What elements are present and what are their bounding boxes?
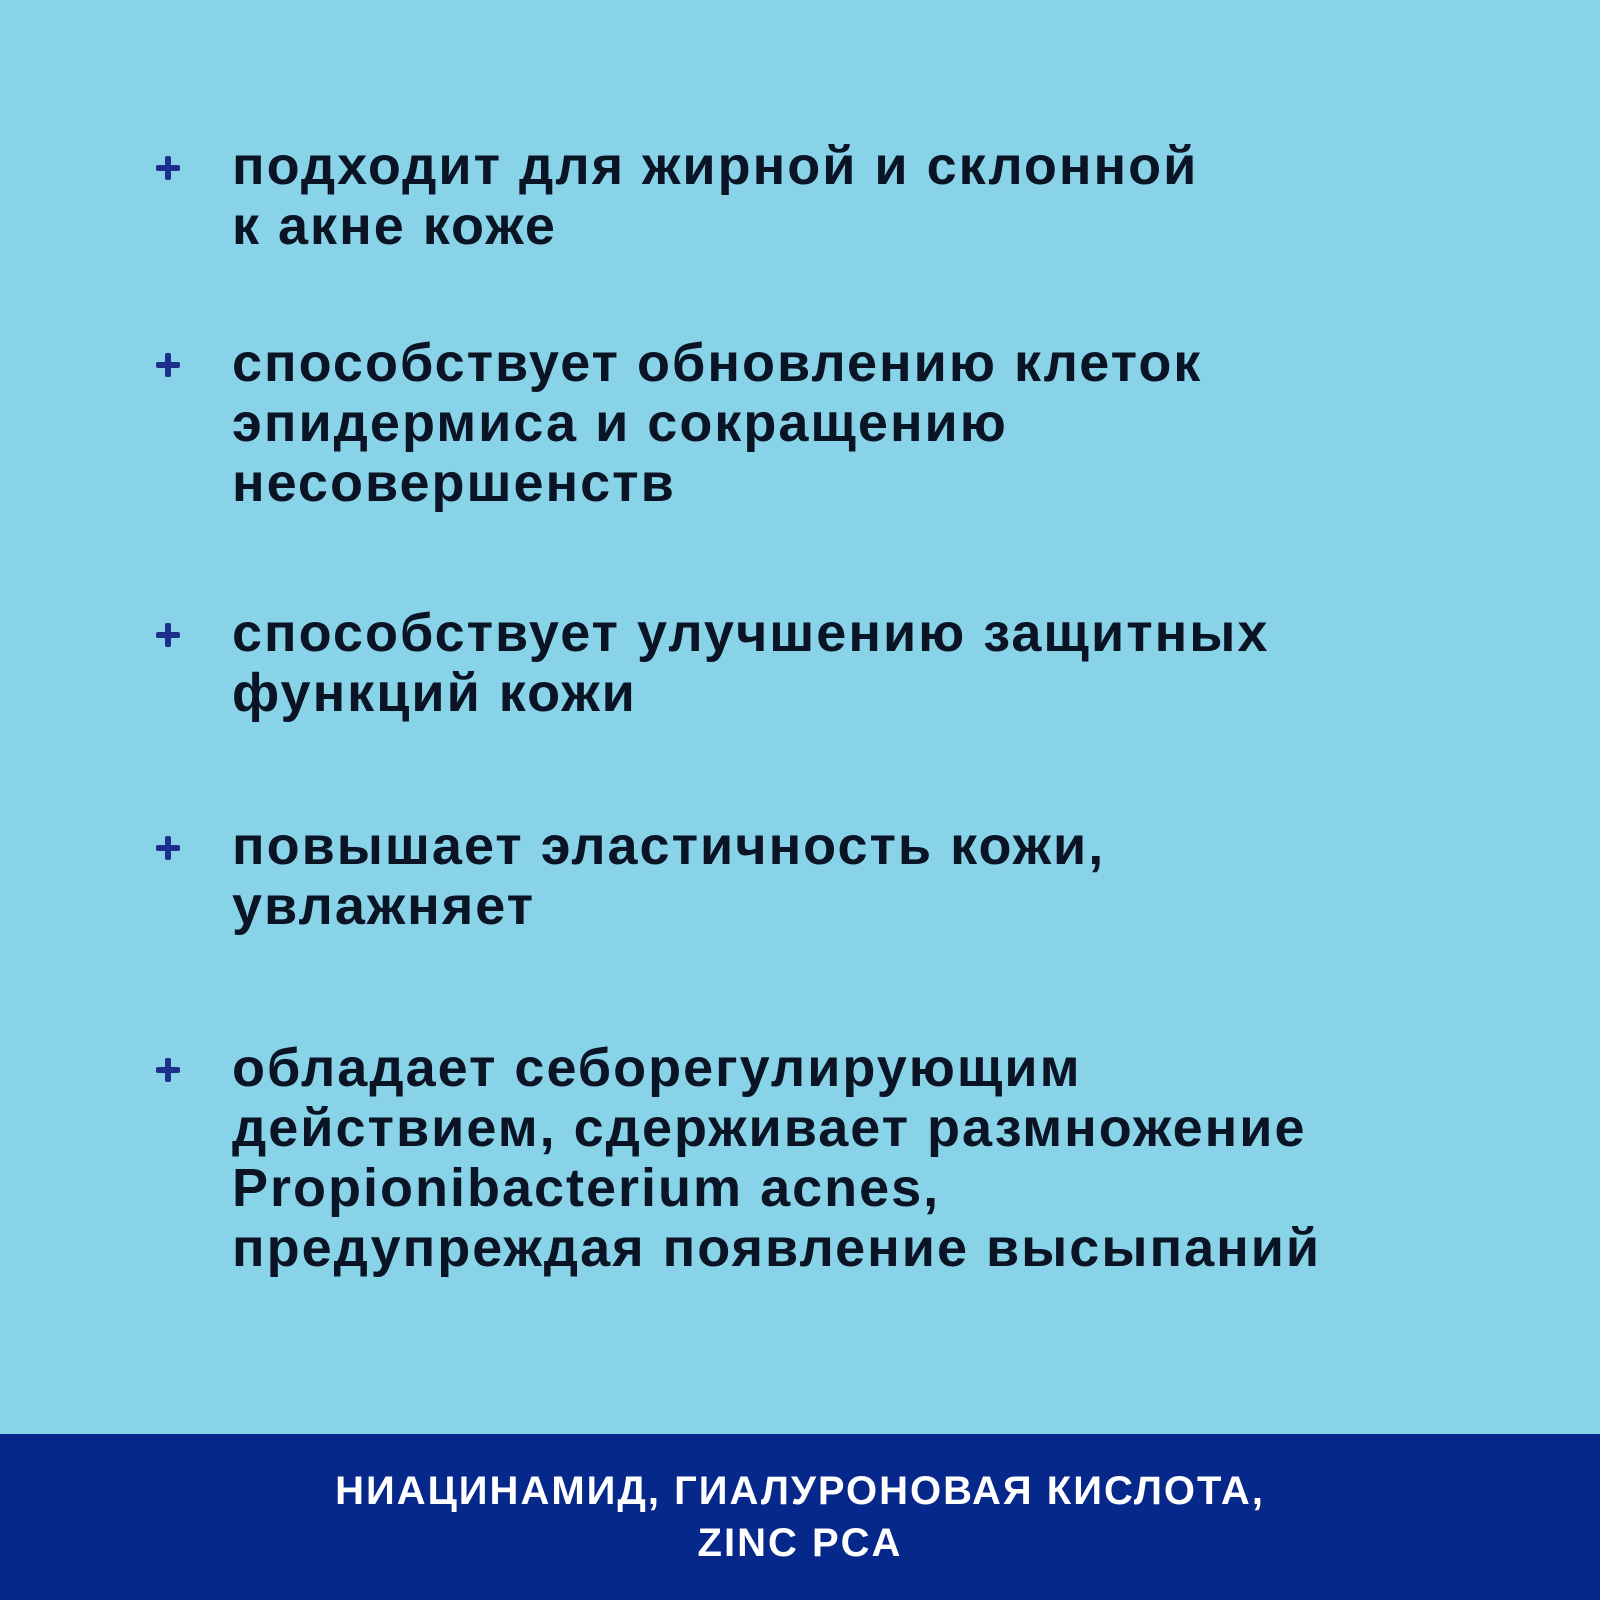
plus-icon	[150, 150, 186, 186]
ingredients-banner	[0, 1434, 1600, 1600]
benefit-line: подходит для жирной и склонной	[232, 136, 1199, 196]
benefit-item	[150, 1038, 1450, 1278]
benefit-text	[232, 1038, 1321, 1278]
benefit-line: к акне коже	[232, 196, 557, 256]
benefit-line: способствует обновлению клеток	[232, 333, 1203, 393]
benefit-line: действием, сдерживает размножение	[232, 1098, 1307, 1158]
benefit-item	[150, 136, 1450, 256]
benefit-text	[232, 603, 1269, 723]
benefit-line: Propionibacterium acnes,	[232, 1158, 941, 1218]
benefit-line: несовершенств	[232, 453, 676, 513]
benefit-line: увлажняет	[232, 876, 536, 936]
benefit-text	[232, 333, 1202, 513]
benefit-line: функций кожи	[232, 663, 637, 723]
benefit-item	[150, 603, 1450, 723]
benefit-text	[232, 136, 1198, 256]
plus-icon	[150, 617, 186, 653]
benefit-item	[150, 333, 1450, 513]
benefit-text	[232, 816, 1105, 936]
benefit-line: способствует улучшению защитных	[232, 603, 1270, 663]
benefit-line: предупреждая появление высыпаний	[232, 1218, 1322, 1278]
ingredients-line: НИАЦИНАМИД, ГИАЛУРОНОВАЯ КИСЛОТА,	[335, 1469, 1265, 1513]
benefit-line: эпидермиса и сокращению	[232, 393, 1008, 453]
plus-icon	[150, 1052, 186, 1088]
benefit-item	[150, 816, 1450, 936]
benefit-line: повышает эластичность кожи,	[232, 816, 1106, 876]
plus-icon	[150, 830, 186, 866]
plus-icon	[150, 347, 186, 383]
ingredients-line: ZINC PCA	[697, 1521, 903, 1565]
benefit-line: обладает себорегулирующим	[232, 1038, 1082, 1098]
